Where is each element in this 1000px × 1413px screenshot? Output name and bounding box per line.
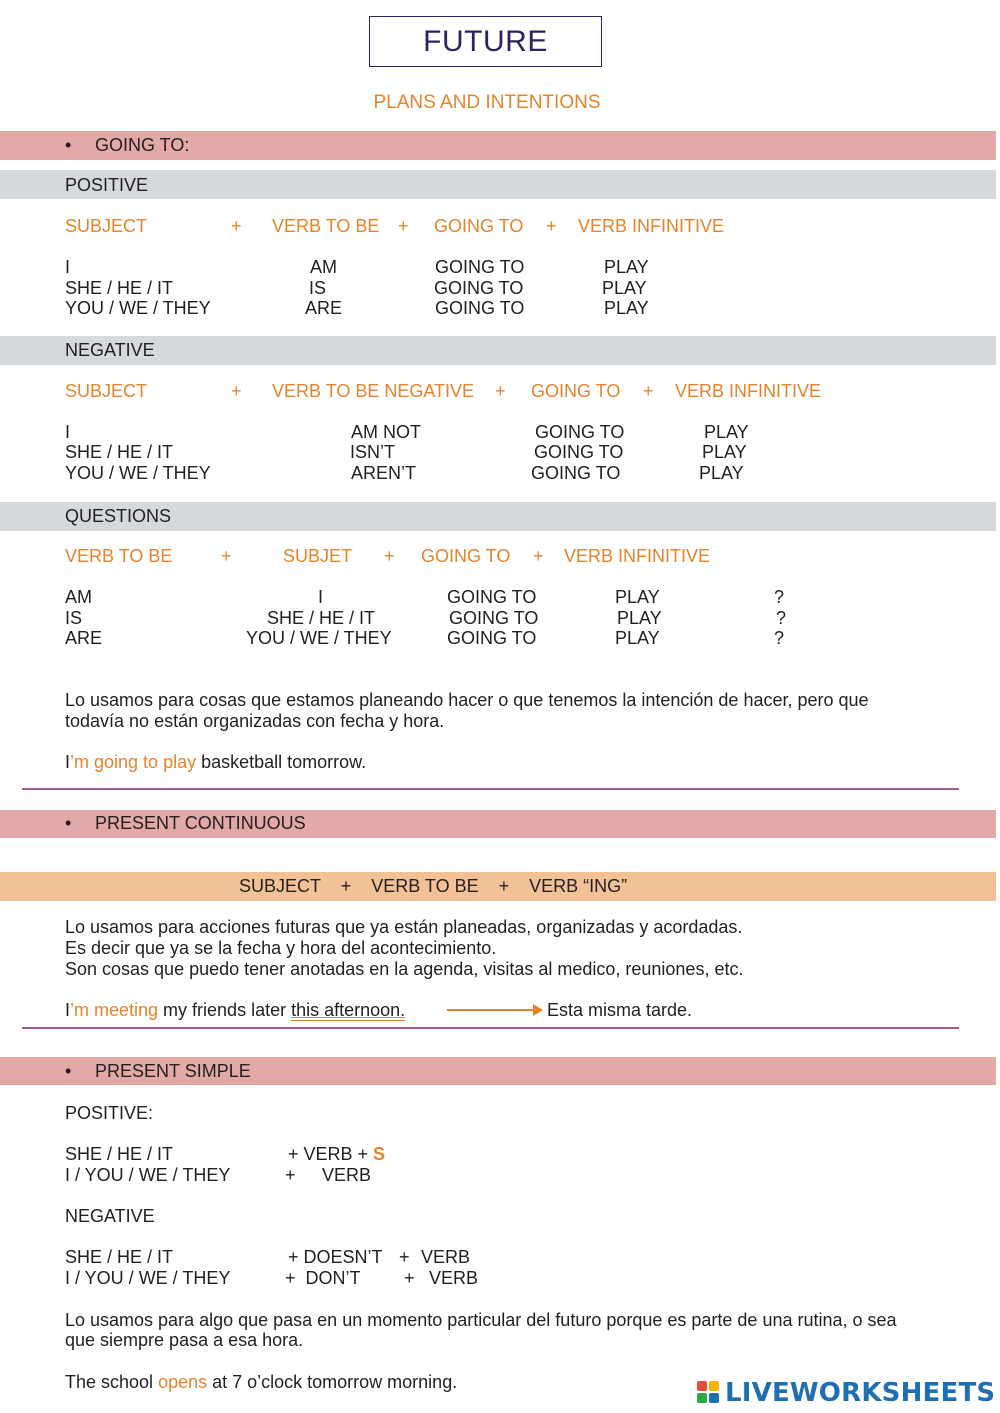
formula-term: VERB TO BE [65,546,173,566]
formula-plus: + [533,546,544,566]
present-continuous-formula: SUBJECT + VERB TO BE + VERB “ING” [239,876,628,896]
rule-plus: + [399,1247,410,1267]
example-infinitive: PLAY [699,463,744,483]
formula-term: VERB TO BE [272,216,380,236]
example-going-to: GOING TO [534,442,624,462]
going-to-example-sentence [65,752,366,773]
example-infinitive: PLAY [604,257,649,277]
formula-term: VERB INFINITIVE [578,216,725,236]
liveworksheets-logo-text: LIVEWORKSHEETS [725,1378,996,1408]
positive-label: POSITIVE [65,175,149,195]
example-going-to: GOING TO [535,422,625,442]
present-continuous-header: PRESENT CONTINUOUS [95,813,306,833]
formula-plus: + [546,216,557,236]
example-verb: AM [310,257,337,277]
example-infinitive: PLAY [615,587,660,607]
arrow-head-icon [533,1004,543,1016]
example-mid: my friends later [158,1000,292,1020]
formula-term: VERB INFINITIVE [564,546,711,566]
present-simple-header-band [0,1057,996,1085]
question-mark: ? [776,608,787,628]
questions-band [0,502,996,531]
example-going-to: GOING TO [447,628,537,648]
rule-verb: VERB [429,1268,479,1288]
negative-label: NEGATIVE [65,340,155,360]
example-pre: I [65,1000,71,1020]
positive-band [0,170,996,199]
going-to-header-band [0,131,996,160]
example-verb: ARE [305,298,343,318]
present-simple-example-sentence [65,1372,457,1393]
going-to-explanation-line-2: todavía no están organizadas con fecha y hora. [65,711,445,731]
example-infinitive: PLAY [704,422,749,442]
example-infinitive: PLAY [617,608,662,628]
example-subject: SHE / HE / IT [267,608,376,628]
example-going-to: GOING TO [531,463,621,483]
page-title: FUTURE [369,16,602,67]
rule-subject: I / YOU / WE / THEY [65,1268,231,1288]
example-subject: I [318,587,324,607]
rule-subject: I / YOU / WE / THEY [65,1165,231,1185]
formula-plus: + [495,381,506,401]
present-continuous-explanation-line-1: Lo usamos para acciones futuras que ya están planeadas, organizadas y acordadas. [65,917,743,937]
example-infinitive: PLAY [602,278,647,298]
rule-suffix: S [373,1144,386,1164]
example-verb: IS [309,278,327,298]
example-verb: IS [65,608,83,628]
formula-plus: + [231,216,242,236]
example-going-to: GOING TO [449,608,539,628]
negative-band [0,336,996,365]
question-mark: ? [774,628,785,648]
example-pre: I [65,752,71,772]
liveworksheets-logo-icon [697,1381,721,1405]
rule-plus: + [285,1165,296,1185]
formula-term: VERB TO BE NEGATIVE [272,381,475,401]
example-going-to: GOING TO [435,298,525,318]
example-subject: YOU / WE / THEY [65,463,211,483]
rule-subject: SHE / HE / IT [65,1247,174,1267]
example-verb: AM [65,587,92,607]
present-simple-header: PRESENT SIMPLE [95,1061,251,1081]
present-simple-negative-label: NEGATIVE [65,1206,155,1226]
going-to-header: GOING TO: [95,135,190,155]
present-continuous-header-band [0,810,996,838]
rule-aux: + DON’T [285,1268,361,1288]
example-verb: AREN’T [351,463,417,483]
present-continuous-explanation-line-3: Son cosas que puedo tener anotadas en la agenda, visitas al medico, reuniones, etc. [65,959,744,979]
formula-term: SUBJECT [65,216,148,236]
formula-plus: + [398,216,409,236]
example-verb: ISN’T [350,442,395,462]
formula-term: GOING TO [434,216,524,236]
example-subject: YOU / WE / THEY [65,298,211,318]
example-going-to: GOING TO [447,587,537,607]
example-verb: ARE [65,628,103,648]
example-infinitive: PLAY [702,442,747,462]
rule-aux: + DOESN’T [288,1247,383,1267]
present-continuous-formula-band [0,872,996,901]
example-going-to: GOING TO [435,257,525,277]
example-post: basketball tomorrow. [196,752,367,772]
liveworksheets-logo[interactable] [697,1377,995,1409]
formula-term: GOING TO [421,546,511,566]
present-continuous-example-sentence [65,1000,405,1021]
formula-plus: + [231,381,242,401]
example-highlight: opens [158,1372,208,1392]
example-translation: Esta misma tarde. [547,1000,693,1020]
example-infinitive: PLAY [604,298,649,318]
bullet: • [65,1061,72,1081]
bullet: • [65,135,72,155]
rule-plus: + [404,1268,415,1288]
rule-text: + VERB + [288,1144,374,1164]
formula-term: SUBJET [283,546,353,566]
going-to-explanation-line-1: Lo usamos para cosas que estamos planeando hacer o que tenemos la intención de hacer, pero que [65,690,869,710]
example-post: at 7 o’clock tomorrow morning. [207,1372,458,1392]
formula-plus: + [643,381,654,401]
example-pre: The school [65,1372,159,1392]
example-subject: I [65,257,71,277]
present-simple-positive-label: POSITIVE: [65,1103,154,1123]
rule-subject: SHE / HE / IT [65,1144,174,1164]
present-simple-explanation-line-1: Lo usamos para algo que pasa en un momento particular del futuro porque es parte de una rutina, o sea [65,1310,897,1330]
example-infinitive: PLAY [615,628,660,648]
question-mark: ? [774,587,785,607]
arrow-right-icon [447,1009,537,1011]
present-simple-explanation-line-2: que siempre pasa a esa hora. [65,1330,304,1350]
example-underlined: this afternoon. [291,1000,406,1020]
section-divider [22,788,959,790]
present-continuous-explanation-line-2: Es decir que ya se la fecha y hora del acontecimiento. [65,938,497,958]
rule-formula [288,1144,385,1165]
example-subject: SHE / HE / IT [65,442,174,462]
example-going-to: GOING TO [434,278,524,298]
formula-term: GOING TO [531,381,621,401]
rule-verb: VERB [322,1165,372,1185]
example-highlight: ’m going to play [70,752,197,772]
example-subject: YOU / WE / THEY [246,628,392,648]
example-subject: I [65,422,71,442]
formula-plus: + [221,546,232,566]
formula-term: SUBJECT [65,381,148,401]
section-divider [22,1027,959,1029]
rule-verb: VERB [421,1247,471,1267]
bullet: • [65,813,72,833]
example-highlight: ’m meeting [70,1000,159,1020]
example-verb: AM NOT [351,422,421,442]
page-subtitle: PLANS AND INTENTIONS [373,92,601,113]
questions-label: QUESTIONS [65,506,172,526]
example-subject: SHE / HE / IT [65,278,174,298]
formula-term: VERB INFINITIVE [675,381,822,401]
formula-plus: + [384,546,395,566]
